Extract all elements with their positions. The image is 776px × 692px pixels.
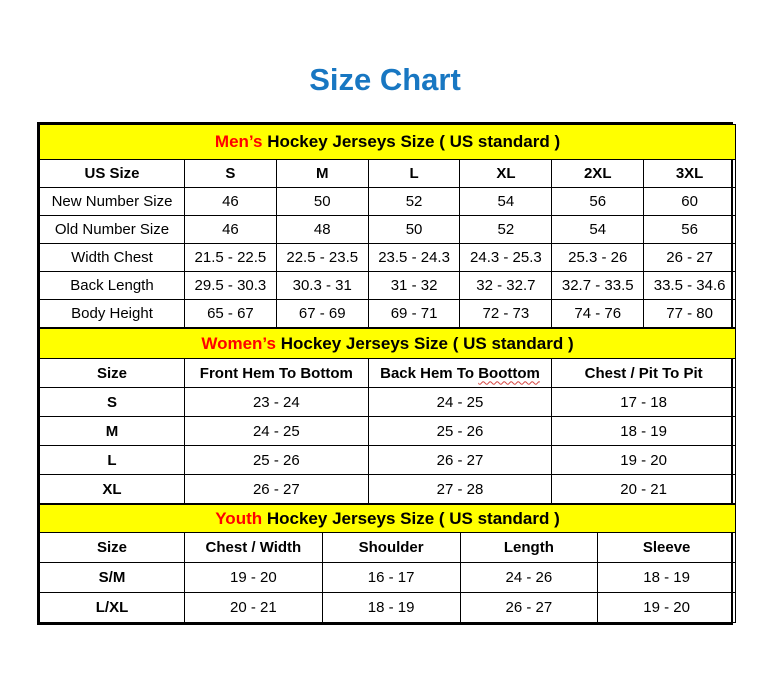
youth-value-cell: 19 - 20	[185, 563, 323, 593]
youth-value-cell: 19 - 20	[598, 593, 736, 623]
womens-value-cell: 24 - 25	[368, 388, 552, 417]
womens-section-title-rest: Hockey Jerseys Size ( US standard )	[275, 333, 574, 353]
youth-data-row	[40, 563, 736, 593]
mens-section-title-rest: Hockey Jerseys Size ( US standard )	[262, 132, 561, 151]
womens-column-header: Chest / Pit To Pit	[552, 359, 736, 388]
mens-data-row	[40, 216, 736, 244]
size-chart-page	[37, 0, 733, 625]
youth-column-header-row	[40, 533, 736, 563]
youth-section-header-row	[40, 505, 736, 533]
mens-row-label: Body Height	[40, 300, 185, 328]
womens-section-title	[40, 329, 736, 359]
mens-column-header: US Size	[40, 160, 185, 188]
youth-size-table	[39, 504, 736, 623]
youth-section-title	[40, 505, 736, 533]
page-title: Size Chart	[309, 62, 461, 97]
mens-data-row	[40, 244, 736, 272]
mens-size-table	[39, 124, 736, 328]
womens-data-row	[40, 446, 736, 475]
mens-value-cell: 46	[185, 216, 277, 244]
youth-data-row	[40, 593, 736, 623]
mens-column-header: S	[185, 160, 277, 188]
mens-value-cell: 32 - 32.7	[460, 272, 552, 300]
youth-column-header: Sleeve	[598, 533, 736, 563]
youth-section-title-highlight: Youth	[215, 508, 263, 528]
mens-value-cell: 56	[644, 216, 736, 244]
womens-size-table	[39, 328, 736, 504]
womens-section-title-highlight: Women’s	[201, 333, 276, 353]
youth-column-header: Length	[460, 533, 598, 563]
womens-column-header: Size	[40, 359, 185, 388]
tables-container	[37, 122, 733, 625]
mens-row-label: Width Chest	[40, 244, 185, 272]
mens-row-label: Old Number Size	[40, 216, 185, 244]
mens-row-label: Back Length	[40, 272, 185, 300]
womens-data-row	[40, 388, 736, 417]
womens-row-label: XL	[40, 475, 185, 504]
mens-value-cell: 74 - 76	[552, 300, 644, 328]
womens-value-cell: 18 - 19	[552, 417, 736, 446]
youth-section-title-rest: Hockey Jerseys Size ( US standard )	[262, 508, 560, 528]
womens-section-header-row	[40, 329, 736, 359]
mens-column-header: XL	[460, 160, 552, 188]
mens-value-cell: 33.5 - 34.6	[644, 272, 736, 300]
womens-column-header: Back Hem To Boottom	[368, 359, 552, 388]
mens-value-cell: 77 - 80	[644, 300, 736, 328]
mens-value-cell: 22.5 - 23.5	[276, 244, 368, 272]
mens-value-cell: 23.5 - 24.3	[368, 244, 460, 272]
mens-column-header: 2XL	[552, 160, 644, 188]
womens-value-cell: 20 - 21	[552, 475, 736, 504]
mens-value-cell: 46	[185, 188, 277, 216]
mens-value-cell: 30.3 - 31	[276, 272, 368, 300]
womens-value-cell: 19 - 20	[552, 446, 736, 475]
womens-data-row	[40, 417, 736, 446]
womens-row-label: M	[40, 417, 185, 446]
mens-value-cell: 54	[552, 216, 644, 244]
mens-value-cell: 54	[460, 188, 552, 216]
womens-value-cell: 24 - 25	[185, 417, 369, 446]
youth-column-header: Chest / Width	[185, 533, 323, 563]
mens-value-cell: 50	[368, 216, 460, 244]
mens-value-cell: 69 - 71	[368, 300, 460, 328]
youth-row-label: S/M	[40, 563, 185, 593]
mens-value-cell: 26 - 27	[644, 244, 736, 272]
youth-column-header: Size	[40, 533, 185, 563]
mens-section-title	[40, 125, 736, 160]
womens-value-cell: 25 - 26	[185, 446, 369, 475]
mens-value-cell: 29.5 - 30.3	[185, 272, 277, 300]
youth-value-cell: 16 - 17	[322, 563, 460, 593]
womens-value-cell: 26 - 27	[368, 446, 552, 475]
mens-row-label: New Number Size	[40, 188, 185, 216]
mens-value-cell: 52	[368, 188, 460, 216]
womens-value-cell: 17 - 18	[552, 388, 736, 417]
mens-value-cell: 24.3 - 25.3	[460, 244, 552, 272]
misspelled-word: Boottom	[478, 364, 540, 382]
mens-value-cell: 56	[552, 188, 644, 216]
youth-value-cell: 18 - 19	[598, 563, 736, 593]
youth-column-header: Shoulder	[322, 533, 460, 563]
mens-value-cell: 65 - 67	[185, 300, 277, 328]
womens-row-label: L	[40, 446, 185, 475]
mens-section-header-row	[40, 125, 736, 160]
mens-value-cell: 31 - 32	[368, 272, 460, 300]
womens-data-row	[40, 475, 736, 504]
mens-column-header-row	[40, 160, 736, 188]
womens-value-cell: 25 - 26	[368, 417, 552, 446]
womens-column-header: Front Hem To Bottom	[185, 359, 369, 388]
womens-row-label: S	[40, 388, 185, 417]
mens-section-title-highlight: Men’s	[214, 132, 263, 151]
mens-value-cell: 60	[644, 188, 736, 216]
youth-value-cell: 18 - 19	[322, 593, 460, 623]
mens-data-row	[40, 300, 736, 328]
youth-value-cell: 24 - 26	[460, 563, 598, 593]
mens-value-cell: 52	[460, 216, 552, 244]
youth-value-cell: 20 - 21	[185, 593, 323, 623]
mens-value-cell: 25.3 - 26	[552, 244, 644, 272]
mens-value-cell: 67 - 69	[276, 300, 368, 328]
womens-value-cell: 23 - 24	[185, 388, 369, 417]
womens-column-header-row	[40, 359, 736, 388]
mens-column-header: L	[368, 160, 460, 188]
mens-value-cell: 21.5 - 22.5	[185, 244, 277, 272]
womens-value-cell: 27 - 28	[368, 475, 552, 504]
mens-value-cell: 32.7 - 33.5	[552, 272, 644, 300]
mens-value-cell: 48	[276, 216, 368, 244]
mens-data-row	[40, 188, 736, 216]
mens-value-cell: 50	[276, 188, 368, 216]
mens-data-row	[40, 272, 736, 300]
womens-value-cell: 26 - 27	[185, 475, 369, 504]
youth-value-cell: 26 - 27	[460, 593, 598, 623]
mens-column-header: 3XL	[644, 160, 736, 188]
mens-column-header: M	[276, 160, 368, 188]
mens-value-cell: 72 - 73	[460, 300, 552, 328]
youth-row-label: L/XL	[40, 593, 185, 623]
